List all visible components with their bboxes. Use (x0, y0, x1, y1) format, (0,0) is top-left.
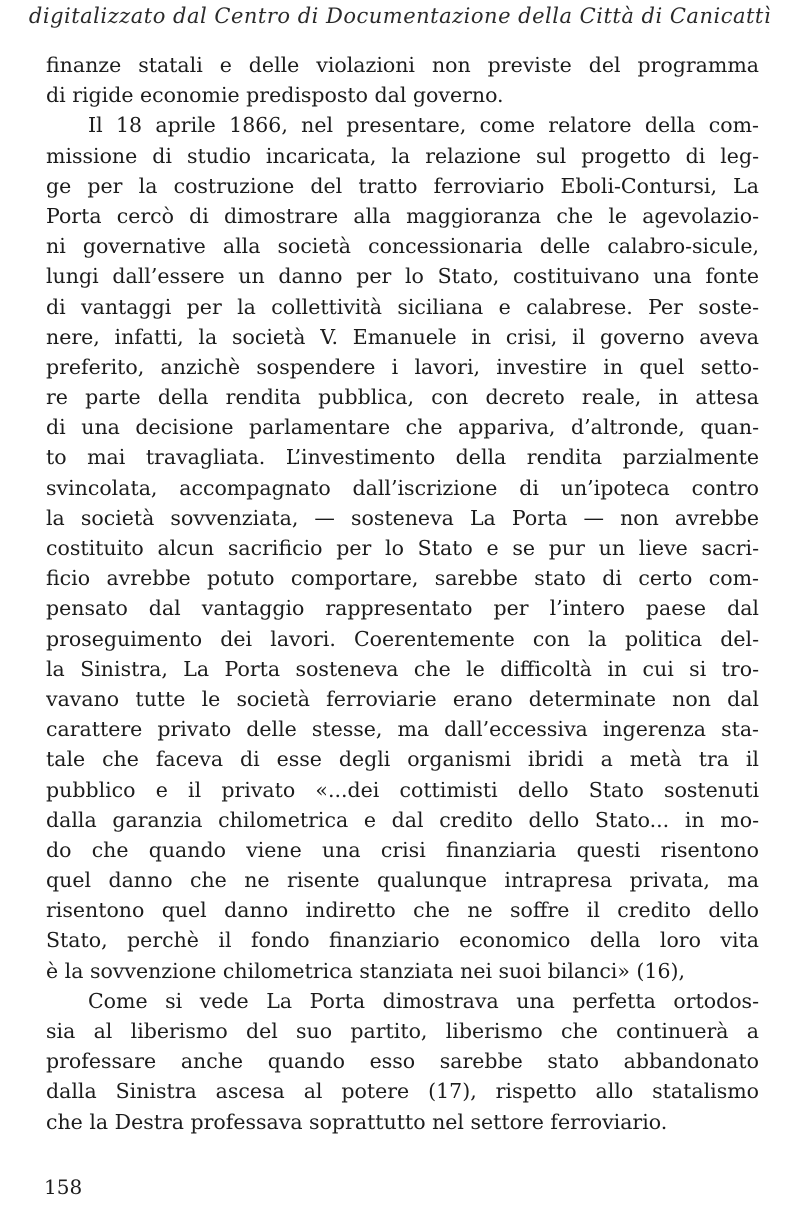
text-line: che la Destra professava soprattutto nel settore ferroviario. (46, 1109, 668, 1134)
text-line: Come si vede La Porta dimostrava una perfetta ortodos- (88, 988, 759, 1013)
text-line: Il 18 aprile 1866, nel presentare, come relatore della com- (88, 113, 759, 138)
paragraph (46, 110, 759, 985)
text-line: quel danno che ne risente qualunque intrapresa privata, ma (46, 868, 759, 893)
text-line: pensato dal vantaggio rappresentato per l’intero paese dal (46, 596, 759, 621)
text-line: dalla garanzia chilometrica e dal credito dello Stato... in mo- (46, 807, 759, 832)
text-line: ge per la costruzione del tratto ferroviario Eboli-Contursi, La (46, 173, 759, 198)
text-line: lungi dall’essere un danno per lo Stato, costituivano una fonte (46, 264, 759, 289)
text-line: carattere privato delle stesse, ma dall’eccessiva ingerenza sta- (46, 717, 759, 742)
text-line: la società sovvenziata, — sosteneva La Porta — non avrebbe (46, 505, 759, 530)
text-line: svincolata, accompagnato dall’iscrizione di un’ipoteca contro (46, 475, 759, 500)
text-line: professare anche quando esso sarebbe stato abbandonato (46, 1049, 759, 1074)
text-line: nere, infatti, la società V. Emanuele in crisi, il governo aveva (46, 324, 759, 349)
text-line: risentono quel danno indiretto che ne soffre il credito dello (46, 898, 759, 923)
text-line: di rigide economie predisposto dal governo. (46, 83, 504, 108)
digitization-watermark: digitalizzato dal Centro di Documentazione della Città di Canicattì (28, 4, 772, 28)
text-line: preferito, anzichè sospendere i lavori, investire in quel setto- (46, 354, 759, 379)
text-line: di una decisione parlamentare che appariva, d’altronde, quan- (46, 415, 759, 440)
text-line: vavano tutte le società ferroviarie erano determinate non dal (46, 686, 759, 711)
text-line: finanze statali e delle violazioni non previste del programma (46, 53, 759, 77)
text-line: do che quando viene una crisi finanziaria questi risentono (46, 837, 759, 862)
text-line: tale che faceva di esse degli organismi ibridi a metà tra il (46, 747, 759, 772)
paragraph (46, 50, 759, 110)
text-line: ni governative alla società concessionaria delle calabro-sicule, (46, 234, 759, 259)
text-line: è la sovvenzione chilometrica stanziata nei suoi bilanci» (16), (46, 958, 686, 983)
text-line: proseguimento dei lavori. Coerentemente con la politica del- (46, 626, 759, 651)
text-line: la Sinistra, La Porta sosteneva che le difficoltà in cui si tro- (46, 656, 759, 681)
text-line: Porta cercò di dimostrare alla maggioranza che le agevolazio- (46, 203, 759, 228)
body-text (46, 50, 759, 1137)
text-line: pubblico e il privato «...dei cottimisti dello Stato sostenuti (46, 777, 759, 802)
text-line: di vantaggi per la collettività siciliana e calabrese. Per soste- (46, 294, 759, 319)
text-line: to mai travagliata. L’investimento della rendita parzialmente (46, 445, 759, 470)
text-line: missione di studio incaricata, la relazione sul progetto di leg- (46, 143, 759, 168)
text-line: re parte della rendita pubblica, con decreto reale, in attesa (46, 385, 759, 410)
text-line: sia al liberismo del suo partito, liberismo che continuerà a (46, 1019, 759, 1043)
page-number: 158 (44, 1175, 83, 1199)
paragraph (46, 986, 759, 1137)
text-line: costituito alcun sacrificio per lo Stato e se pur un lieve sacri- (46, 536, 759, 560)
text-line: ficio avrebbe potuto comportare, sarebbe stato di certo com- (46, 566, 759, 591)
text-line: Stato, perchè il fondo finanziario economico della loro vita (46, 928, 759, 953)
text-line: dalla Sinistra ascesa al potere (17), rispetto allo statalismo (46, 1079, 759, 1104)
